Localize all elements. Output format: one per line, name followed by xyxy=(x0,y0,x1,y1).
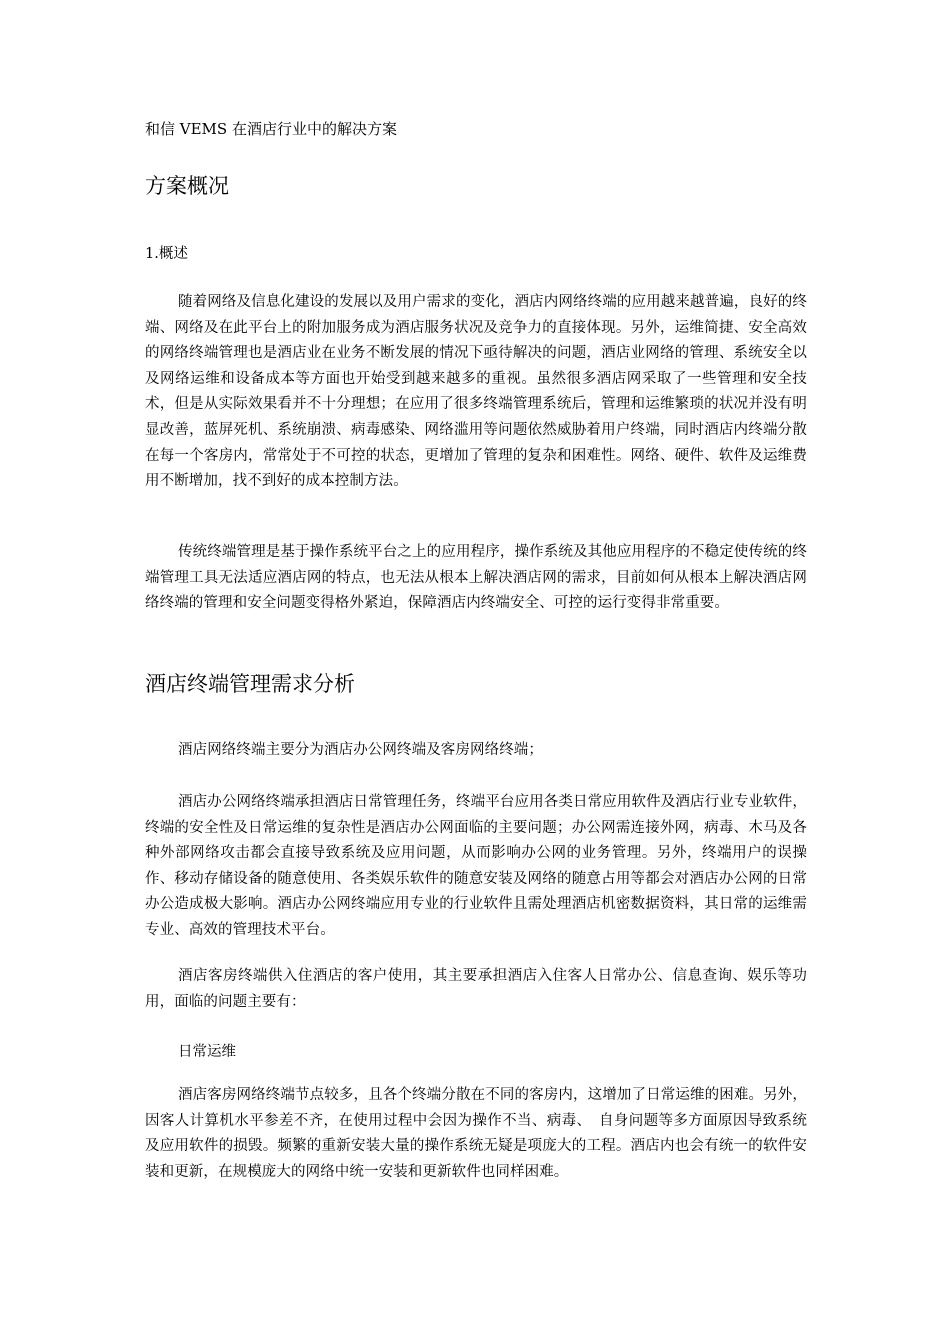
paragraph-requirements-3: 酒店客房终端供入住酒店的客户使用，其主要承担酒店入住客人日常办公、信息查询、娱乐等功用，面临的问题主要有： xyxy=(145,968,807,1010)
subheading-daily-maintenance: 日常运维 xyxy=(178,1044,236,1060)
paragraph-overview-1: 随着网络及信息化建设的发展以及用户需求的变化，酒店内网络终端的应用越来越普遍，良好的终端、网络及在此平台上的附加服务成为酒店服务状况及竞争力的直接体现。另外，运维简捷、安全高效的网络终端管理也是酒店业在业务不断发展的情况下亟待解决的问题，酒店业网络的管理、系统安全以及网络运维和设备成本等方面也开始受到越来越多的重视。虽然很多酒店网采取了一些管理和安全技术，但是从实际效果看并不十分理想；在应用了很多终端管理系统后，管理和运维繁琐的状况并没有明显改善，蓝屏死机、系统崩溃、病毒感染、网络滥用等问题依然威胁着用户终端，同时酒店内终端分散在每一个客房内，常常处于不可控的状态，更增加了管理的复杂和困难性。网络、硬件、软件及运维费用不断增加，找不到好的成本控制方法。 xyxy=(145,294,807,490)
paragraph-daily-maintenance: 酒店客房网络终端节点较多，且各个终端分散在不同的客房内，这增加了日常运维的困难。另外，因客人计算机水平参差不齐，在使用过程中会因为操作不当、病毒、 自身问题等多方面原因导致系统及应用软件的损毁。频繁的重新安装大量的操作系统无疑是项庞大的工程。酒店内也会有统一的软件安装和更新，在规模庞大的网络中统一安装和更新软件也同样困难。 xyxy=(145,1087,807,1180)
section-heading-requirements: 酒店终端管理需求分析 xyxy=(145,672,355,696)
section-heading-overview: 方案概况 xyxy=(145,174,229,198)
subheading-summary: 1.概述 xyxy=(145,246,188,262)
paragraph-requirements-2: 酒店办公网络终端承担酒店日常管理任务，终端平台应用各类日常应用软件及酒店行业专业软件，终端的安全性及日常运维的复杂性是酒店办公网面临的主要问题；办公网需连接外网，病毒、木马及各种外部网络攻击都会直接导致系统及应用问题，从而影响办公网的业务管理。另外，终端用户的误操作、移动存储设备的随意使用、各类娱乐软件的随意安装及网络的随意占用等都会对酒店办公网的日常办公造成极大影响。酒店办公网终端应用专业的行业软件且需处理酒店机密数据资料，其日常的运维需专业、高效的管理技术平台。 xyxy=(145,794,807,938)
paragraph-overview-2: 传统终端管理是基于操作系统平台之上的应用程序，操作系统及其他应用程序的不稳定使传统的终端管理工具无法适应酒店网的特点，也无法从根本上解决酒店网的需求，目前如何从根本上解决酒店网络终端的管理和安全问题变得格外紧迫，保障酒店内终端安全、可控的运行变得非常重要。 xyxy=(145,544,807,612)
document-title: 和信 VEMS 在酒店行业中的解决方案 xyxy=(145,120,397,138)
paragraph-requirements-1: 酒店网络终端主要分为酒店办公网终端及客房网络终端； xyxy=(178,742,543,758)
